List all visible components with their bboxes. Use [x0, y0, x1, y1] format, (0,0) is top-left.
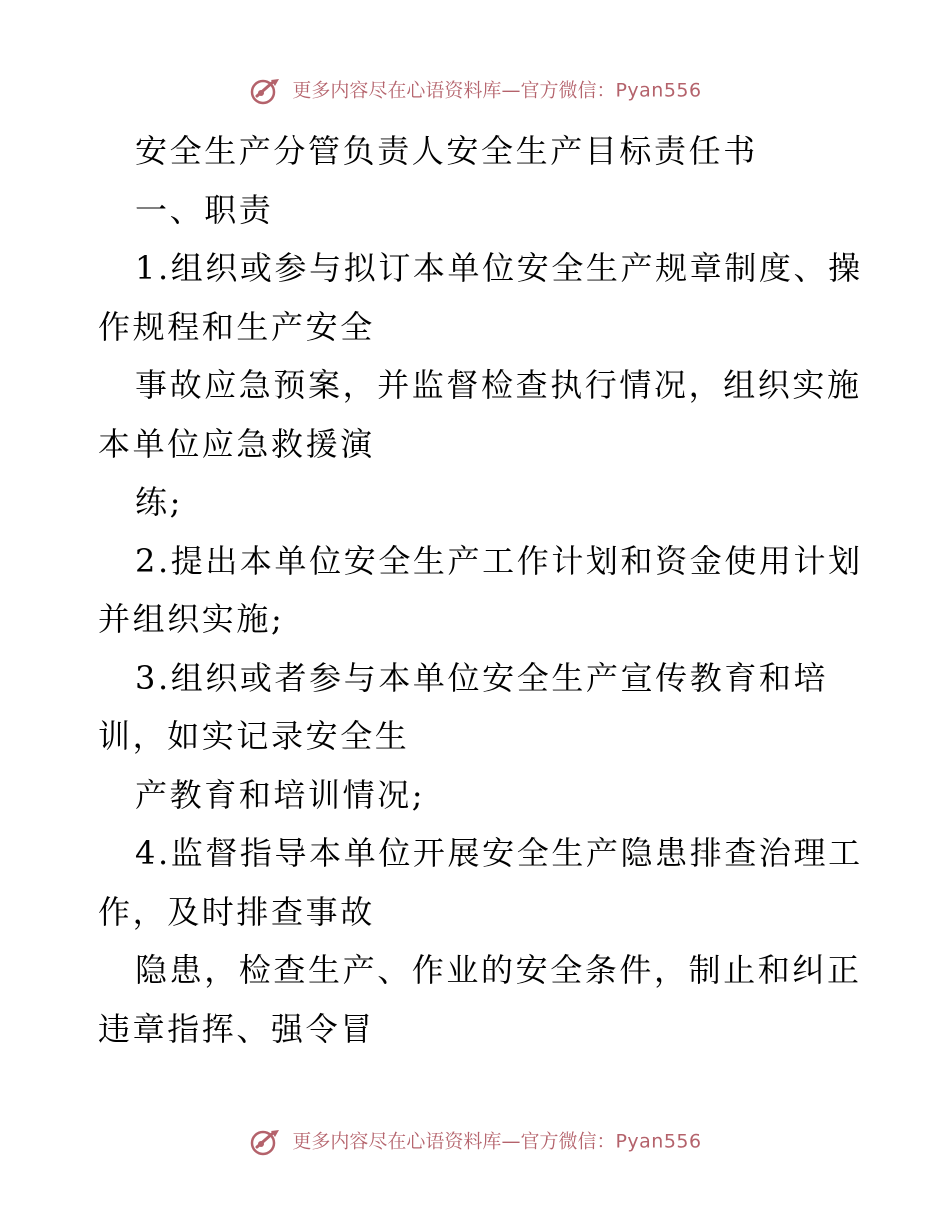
watermark-suffix: 官方微信：	[520, 79, 616, 102]
watermark-id: Pyan556	[615, 79, 702, 102]
text-line: 1.组织或参与拟订本单位安全生产规章制度、操	[135, 249, 863, 287]
document-title: 安全生产分管负责人安全生产目标责任书	[135, 132, 758, 170]
text-line: 作，及时排查事故	[98, 892, 375, 931]
watermark-dash: —	[501, 79, 521, 102]
text-line: 产教育和培训情况;	[135, 775, 426, 814]
watermark-dash: —	[501, 1130, 521, 1153]
text-line: 练;	[135, 483, 183, 521]
section-heading: 一、职责	[135, 190, 274, 229]
header-watermark	[0, 76, 950, 105]
text-line: 违章指挥、强令冒	[98, 1009, 375, 1048]
watermark-text: 更多内容尽在心语资料库	[292, 1130, 502, 1153]
watermark-suffix: 官方微信：	[520, 1130, 616, 1153]
text-line: 4.监督指导本单位开展安全生产隐患排查治理工	[135, 834, 863, 872]
logo-icon	[248, 1128, 282, 1156]
watermark-id: Pyan556	[615, 1130, 702, 1153]
text-line: 2.提出本单位安全生产工作计划和资金使用计划	[135, 541, 863, 580]
text-line: 事故应急预案，并监督检查执行情况，组织实施	[135, 366, 862, 404]
text-line: 并组织实施;	[98, 600, 285, 638]
logo-icon	[248, 77, 282, 105]
text-line: 训，如实记录安全生	[98, 717, 410, 755]
text-line: 隐患，检查生产、作业的安全条件，制止和纠正	[135, 951, 862, 989]
footer-watermark	[0, 1127, 950, 1156]
text-line: 3.组织或者参与本单位安全生产宣传教育和培	[135, 658, 829, 697]
watermark-text: 更多内容尽在心语资料库	[292, 79, 502, 102]
document-body	[98, 122, 863, 1058]
text-line: 本单位应急救援演	[98, 424, 375, 463]
text-line: 作规程和生产安全	[98, 307, 375, 346]
